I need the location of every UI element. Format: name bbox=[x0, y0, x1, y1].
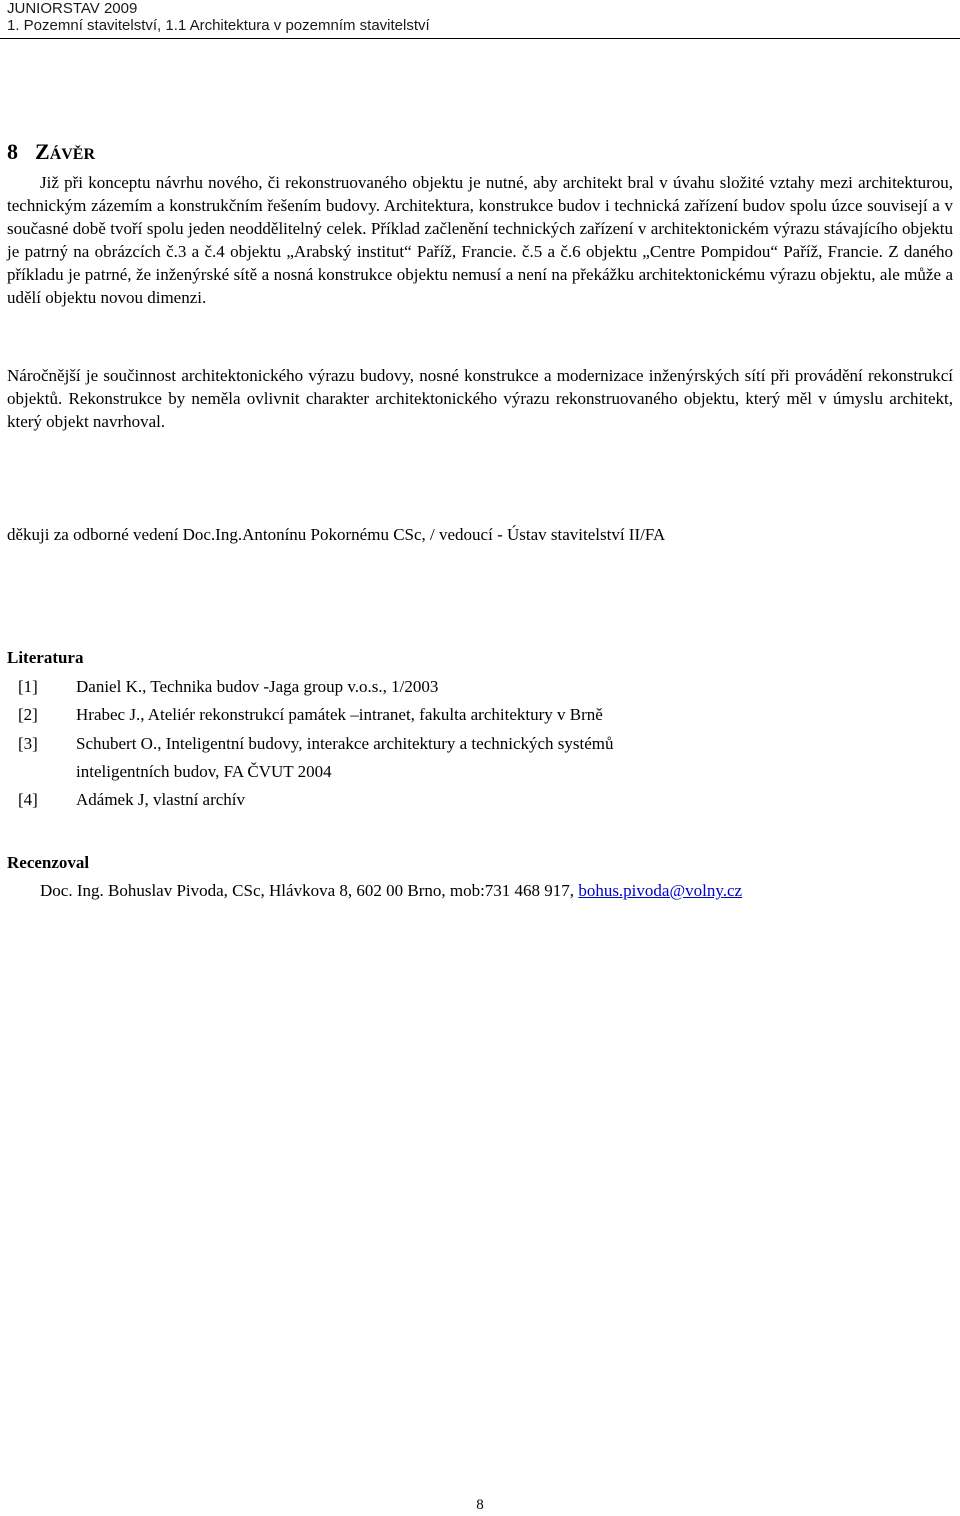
reference-number: [1] bbox=[18, 677, 38, 696]
paragraph-2-text: Náročnější je součinnost architektonického výrazu budovy, nosné konstrukce a modernizace inženýrských sítí při provádění rekonstrukcí objektů. Rekonstrukce by neměla ovlivnit charakter architektonického výrazu rekonstruovaného objektu, který měl v úmyslu architekt, který objekt navrhoval. bbox=[7, 366, 953, 431]
reviewer-email-link[interactable]: bohus.pivoda@volny.cz bbox=[578, 881, 743, 900]
reference-item bbox=[18, 675, 438, 698]
reference-text-continuation: inteligentních budov, FA ČVUT 2004 bbox=[76, 762, 332, 781]
reference-text: Schubert O., Inteligentní budovy, interakce architektury a technických systémů bbox=[76, 734, 614, 753]
header-journal-title: JUNIORSTAV 2009 bbox=[7, 0, 138, 17]
reference-text: Hrabec J., Ateliér rekonstrukcí památek –intranet, fakulta architektury v Brně bbox=[76, 705, 603, 724]
conclusion-paragraph-1 bbox=[7, 171, 953, 309]
reviewer-text: Doc. Ing. Bohuslav Pivoda, CSc, Hlávkova 8, 602 00 Brno, mob:731 468 917, bbox=[40, 881, 579, 900]
page-number: 8 bbox=[476, 1497, 484, 1513]
section-number: 8 bbox=[7, 139, 18, 164]
section-title-rest: ÁVĚR bbox=[49, 146, 96, 163]
reference-number: [3] bbox=[18, 734, 38, 753]
reference-item bbox=[18, 788, 245, 811]
reference-number: [4] bbox=[18, 790, 38, 809]
header-section-title: 1. Pozemní stavitelství, 1.1 Architektura v pozemním stavitelství bbox=[7, 17, 430, 34]
paragraph-1-text: Již při konceptu návrhu nového, či rekonstruovaného objektu je nutné, aby architekt bral v úvahu složité vztahy mezi architekturou, technickým zázemím a konstrukčním řešením budovy. Architektura, konstrukce budov i technická zařízení budov spolu úzce souvisejí a v současné době tvoří spolu jeden neoddělitelný celek. Příklad začlenění technických zařízení v architektonickém výrazu stávajícího objektu je patrný na obrázcích č.3 a č.4 objektu „Arabský institut“ Paříž, Francie. č.5 a č.6 objektu „Centre Pompidou“ Paříž, Francie. Z daného příkladu je patrné, že inženýrské sítě a nosná konstrukce objektu nemusí a není na překážku architektonickému výrazu objektu, ale může a udělí objektu novou dimenzi. bbox=[7, 173, 953, 307]
section-heading bbox=[7, 139, 95, 168]
reviewer-details bbox=[40, 879, 742, 902]
reference-text: Daniel K., Technika budov -Jaga group v.o.s., 1/2003 bbox=[76, 677, 439, 696]
section-title-initial: Z bbox=[35, 139, 50, 164]
reference-text: Adámek J, vlastní archív bbox=[76, 790, 246, 809]
reference-number: [2] bbox=[18, 705, 38, 724]
reference-item bbox=[18, 703, 603, 726]
conclusion-paragraph-2 bbox=[7, 364, 953, 433]
reference-item bbox=[18, 732, 614, 755]
literature-heading: Literatura bbox=[7, 648, 84, 667]
header-divider bbox=[0, 38, 960, 39]
reviewer-heading: Recenzoval bbox=[7, 853, 90, 872]
page-header bbox=[7, 0, 430, 34]
acknowledgement: děkuji za odborné vedení Doc.Ing.Antonínu Pokornému CSc, / vedoucí - Ústav stavitelství II/FA bbox=[7, 525, 666, 544]
